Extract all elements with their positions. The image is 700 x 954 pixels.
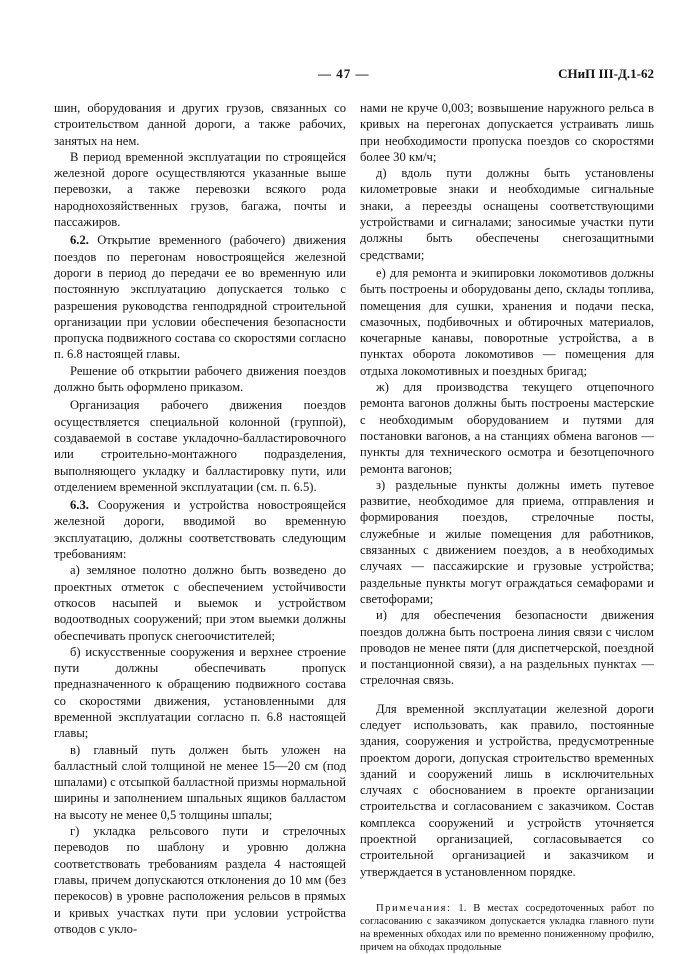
list-item-v: в) главный путь должен быть уложен на балластный слой толщиной не менее 15—20 см (под шпалами) с отсыпкой балластной призмы нормальной ширины и заполнением шпальных ящиков балластом на высоту не менее 0,5 толщины шпалы; xyxy=(54,742,347,822)
page-header xyxy=(0,66,700,86)
clause-number: 6.2. xyxy=(70,233,89,248)
left-column xyxy=(54,100,346,937)
paragraph: В период временной эксплуатации по строящейся железной дороге осуществляются указанные выше перевозки, а также перевозки всякого рода народнохозяйственных грузов, багажа, почты и пассажиров. xyxy=(54,149,346,230)
page-number: — 47 — xyxy=(318,66,370,81)
paragraph-text: Открытие временного (рабочего) движения поездов по перегонам новостроящейся железной дороги в период до передачи ее во временную или постоянную эксплуатацию допускается только с разрешения руководства генподрядной строительной организации при условии обеспечения безопасности пропуска подвижного состава со скоростями согласно п. 6.8 настоящей главы. xyxy=(54,233,346,362)
footnote-text: 1. В местах сосредоточенных работ по согласованию с заказчиком допускается укладка главного пути на временных обходах или по временно пониженному профилю, причем на обходах продольные xyxy=(360,902,654,953)
list-item-e: е) для ремонта и экипировки локомотивов должны быть построены и оборудованы депо, склады топлива, помещения для сушки, хранения и подачи песка, смазочных, подбивочных и обтирочных материалов, кочегарные канавы, поворотные устройства, а в пунктах оборота локомотивов — помещения для отдыха локомотивных и поездных бригад; xyxy=(360,265,654,378)
list-item-a: а) земляное полотно должно быть возведено до проектных отметок с обеспечением устойчивости откосов насыпей и выемок и устройством водоотводных сооружений; при этом выемки должны обеспечивать пропуск снегоочистителей; xyxy=(54,563,346,643)
paragraph: шин, оборудования и других грузов, связанных со строительством данной дороги, а также рабочих, занятых на нем. xyxy=(54,101,346,148)
paragraph-text: Сооружения и устройства новостроящейся железной дороги, вводимой во временную эксплуатацию, должны соответствовать следующим требованиям: xyxy=(54,498,346,562)
right-column xyxy=(360,100,654,954)
list-item-zh: ж) для производства текущего отцепочного ремонта вагонов должны быть построены мастерские с необходимым оборудованием и путями для постановки вагонов, а на станциях обмена вагонов — пункты для технического осмотра и безотцепочного ремонта вагонов; xyxy=(360,380,654,476)
list-item-z: з) раздельные пункты должны иметь путевое развитие, необходимое для приема, отправления и формирования поездов, стрелочные посты, служебные и жилые помещения для работников, связанных с движением поездов, а в необходимых случаях — пассажирские и грузовые устройства; раздельные пункты могут ограждаться семафорами и светофорами; xyxy=(360,477,654,606)
section-6-2 xyxy=(54,232,346,362)
list-item-g: г) укладка рельсового пути и стрелочных переводов по шаблону и уровню должна соответствовать требованиям раздела 4 настоящей главы, причем допускаются отклонения до 10 мм (без перекосов) в уровне расположения рельсов в прямых и кривых участках пути при условии устройства отводов с укло- xyxy=(54,824,346,936)
document-code: СНиП III-Д.1-62 xyxy=(558,66,654,81)
paragraph: Решение об открытии рабочего движения поездов должно быть оформлено приказом. xyxy=(54,363,346,395)
footnote-label: Примечания: xyxy=(376,902,452,914)
list-item-d: д) вдоль пути должны быть установлены километровые знаки и необходимые сигнальные знаки, а переезды оснащены соответствующими устройствами и сигналами; заносимые участки пути должны быть обеспечены снегозащитными средствами; xyxy=(360,166,654,262)
paragraph: Организация рабочего движения поездов осуществляется специальной колонной (группой), создаваемой в составе укладочно-балластировочного или строительно-монтажного подразделения, выполняющего укладку и балластировку пути, или отделением временной эксплуатации (см. п. 6.5). xyxy=(54,398,346,494)
paragraph: Для временной эксплуатации железной дороги следует использовать, как правило, постоянные здания, сооружения и устройства, предусмотренные проектом дороги, допуская строительство временных зданий и сооружений лишь в исключительных случаях с обоснованием в проекте организации строительства и согласованием с заказчиком. Состав комплекса сооружений и устройств уточняется проектной организацией, согласовывается со строительной организацией и заказчиком и утверждается в установленном порядке. xyxy=(360,701,654,879)
paragraph: нами не круче 0,003; возвышение наружного рельса в кривых на перегонах допускается устраивать лишь при необходимости пропуска поездов со скоростями более 30 км/ч; xyxy=(360,101,654,164)
list-item-b: б) искусственные сооружения и верхнее строение пути должны обеспечивать пропуск предназначенного к обращению подвижного состава со скоростями движения, установленными для временной эксплуатации согласно п. 6.8 настоящей главы; xyxy=(54,644,346,741)
clause-number: 6.3. xyxy=(70,498,89,513)
list-item-i: и) для обеспечения безопасности движения поездов должна быть построена линия связи с числом проводов не менее пяти (для диспетчерской, поездной и постанционной связи), а на раздельных пунктах — стрелочная связь. xyxy=(360,608,654,688)
section-6-3 xyxy=(54,497,346,562)
